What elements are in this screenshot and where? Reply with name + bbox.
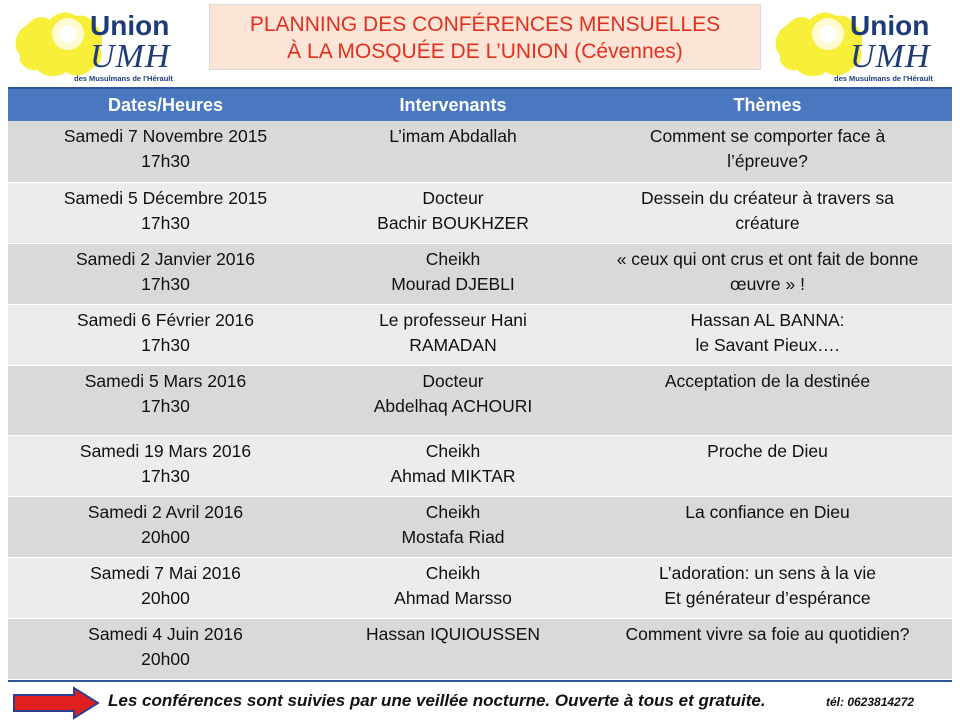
logo-acronym: UMH xyxy=(850,38,931,75)
header-speakers: Intervenants xyxy=(323,88,583,121)
speaker-line: Abdelhaq ACHOURI xyxy=(373,395,533,416)
umh-logo-right xyxy=(772,8,952,84)
umh-logo-left xyxy=(12,8,192,84)
speaker-line: Cheikh xyxy=(425,440,481,461)
theme-line: Et générateur d’espérance xyxy=(664,587,871,608)
theme-cell xyxy=(583,557,952,618)
theme-line: « ceux qui ont crus et ont fait de bonne xyxy=(616,248,919,269)
theme-line: Comment se comporter face à xyxy=(649,126,886,146)
theme-line: L’adoration: un sens à la vie xyxy=(659,562,876,583)
logo-acronym: UMH xyxy=(90,38,171,75)
theme-line: Dessein du créateur à travers sa xyxy=(641,187,894,208)
theme-line: La confiance en Dieu xyxy=(685,501,850,522)
date-text: Samedi 2 Janvier 2016 xyxy=(76,248,255,269)
time-text: 17h30 xyxy=(141,151,190,171)
theme-line: œuvre » ! xyxy=(730,273,805,294)
table-row xyxy=(8,182,952,243)
date-cell xyxy=(8,304,323,365)
speaker-cell xyxy=(323,496,583,557)
time-text: 17h30 xyxy=(141,334,190,355)
date-cell xyxy=(8,618,323,679)
date-text: Samedi 5 Mars 2016 xyxy=(84,370,247,391)
theme-line: le Savant Pieux…. xyxy=(695,334,840,355)
speaker-cell xyxy=(323,365,583,435)
date-text: Samedi 7 Mai 2016 xyxy=(90,562,241,583)
theme-cell xyxy=(583,121,952,182)
theme-line: créature xyxy=(735,212,800,233)
theme-line: Acceptation de la destinée xyxy=(664,370,871,391)
title-line-2: À LA MOSQUÉE DE L’UNION (Cévennes) xyxy=(287,40,683,63)
date-text: Samedi 7 Novembre 2015 xyxy=(63,126,268,146)
time-text: 17h30 xyxy=(141,465,190,486)
table-row xyxy=(8,557,952,618)
logo-tagline: des Musulmans de l'Hérault xyxy=(834,74,933,83)
speaker-line: Mostafa Riad xyxy=(401,526,505,547)
theme-line: Comment vivre sa foie au quotidien? xyxy=(625,623,910,644)
speaker-line: Mourad DJEBLI xyxy=(391,273,515,294)
theme-cell xyxy=(583,618,952,679)
speaker-cell xyxy=(323,304,583,365)
time-text: 17h30 xyxy=(141,395,190,416)
date-cell xyxy=(8,182,323,243)
table-row xyxy=(8,435,952,496)
date-cell xyxy=(8,557,323,618)
theme-cell xyxy=(583,365,952,435)
speaker-line: Ahmad Marsso xyxy=(394,587,512,608)
table-row xyxy=(8,121,952,182)
speaker-cell xyxy=(323,435,583,496)
footer-divider xyxy=(8,680,952,682)
date-cell xyxy=(8,365,323,435)
time-text: 17h30 xyxy=(141,212,190,233)
speaker-cell xyxy=(323,182,583,243)
table-row xyxy=(8,618,952,679)
conference-schedule-table xyxy=(8,87,952,680)
speaker-cell xyxy=(323,121,583,182)
date-cell xyxy=(8,496,323,557)
speaker-cell xyxy=(323,618,583,679)
date-text: Samedi 19 Mars 2016 xyxy=(79,440,252,461)
speaker-line: Cheikh xyxy=(425,248,481,269)
logo-brand: Union xyxy=(850,10,930,41)
theme-line: Hassan AL BANNA: xyxy=(690,309,845,330)
time-text: 20h00 xyxy=(141,526,190,547)
speaker-cell xyxy=(323,557,583,618)
speaker-line: Cheikh xyxy=(425,562,481,583)
date-cell xyxy=(8,435,323,496)
time-text: 20h00 xyxy=(141,587,190,608)
table-row xyxy=(8,304,952,365)
theme-cell xyxy=(583,435,952,496)
speaker-line: Bachir BOUKHZER xyxy=(377,212,529,233)
theme-cell xyxy=(583,182,952,243)
header-themes: Thèmes xyxy=(583,88,952,121)
speaker-line: Hassan IQUIOUSSEN xyxy=(365,623,541,644)
date-text: Samedi 5 Décembre 2015 xyxy=(63,187,268,208)
date-text: Samedi 2 Avril 2016 xyxy=(87,501,244,522)
page-title xyxy=(209,4,761,70)
theme-line: Proche de Dieu xyxy=(707,440,828,461)
speaker-line: RAMADAN xyxy=(409,334,497,355)
date-text: Samedi 4 Juin 2016 xyxy=(88,623,243,644)
speaker-line: Ahmad MIKTAR xyxy=(390,465,516,486)
time-text: 20h00 xyxy=(141,648,190,669)
theme-cell xyxy=(583,496,952,557)
time-text: 17h30 xyxy=(141,273,190,294)
theme-cell xyxy=(583,243,952,304)
title-line-1: PLANNING DES CONFÉRENCES MENSUELLES xyxy=(249,13,721,36)
speaker-line: L’imam Abdallah xyxy=(389,126,517,146)
speaker-line: Cheikh xyxy=(425,501,481,522)
speaker-cell xyxy=(323,243,583,304)
logo-brand: Union xyxy=(90,10,170,41)
logo-tagline: des Musulmans de l'Hérault xyxy=(74,74,173,83)
table-row xyxy=(8,365,952,435)
speaker-line: Docteur xyxy=(422,187,484,208)
speaker-line: Docteur xyxy=(422,370,484,391)
theme-line: l’épreuve? xyxy=(727,151,808,171)
date-cell xyxy=(8,121,323,182)
table-row xyxy=(8,496,952,557)
date-text: Samedi 6 Février 2016 xyxy=(76,309,255,330)
date-cell xyxy=(8,243,323,304)
header-dates: Dates/Heures xyxy=(8,88,323,121)
right-arrow-icon xyxy=(12,686,100,720)
table-header-row xyxy=(8,88,952,121)
footer-note: Les conférences sont suivies par une veillée nocturne. Ouverte à tous et gratuite. xyxy=(108,691,766,710)
theme-cell xyxy=(583,304,952,365)
speaker-line: Le professeur Hani xyxy=(379,309,527,330)
table-row xyxy=(8,243,952,304)
footer-phone: tél: 0623814272 xyxy=(826,695,915,709)
